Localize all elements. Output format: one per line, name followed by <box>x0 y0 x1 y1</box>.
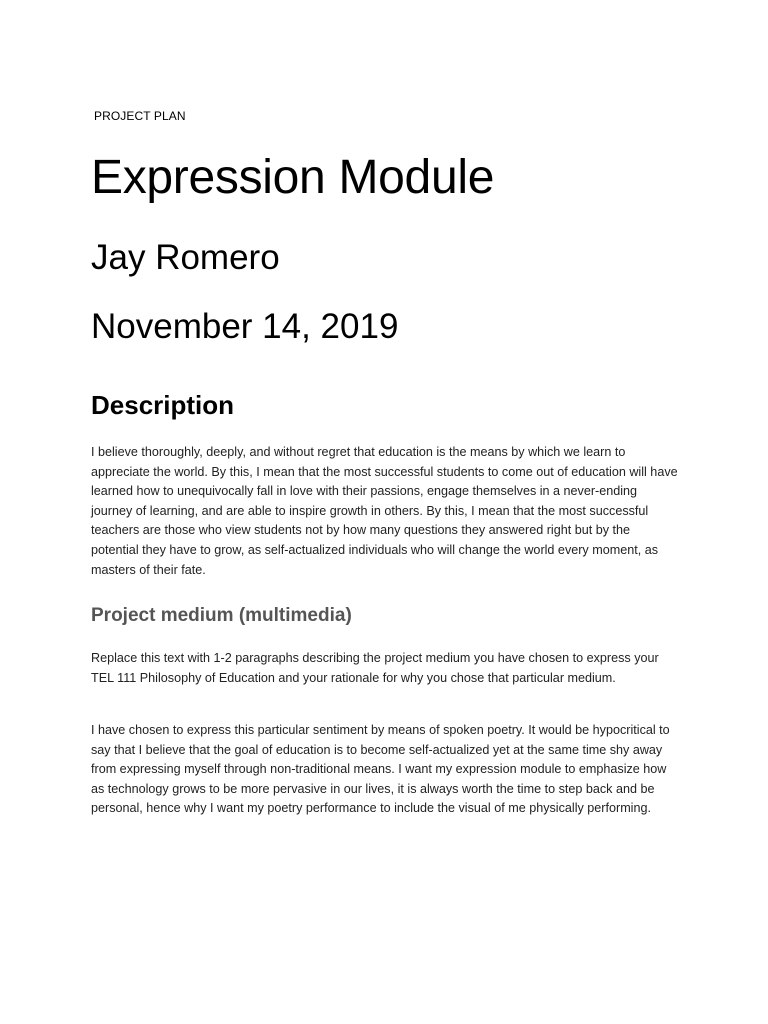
document-date: November 14, 2019 <box>91 307 399 346</box>
project-medium-heading: Project medium (multimedia) <box>91 605 352 626</box>
description-paragraph: I believe thoroughly, deeply, and without regret that education is the means by which we learn to appreciate the world. By this, I mean that the most successful students to come out of education will have learned how to unequivocally fall in love with their passions, engage themselves in a never-ending journey of learning, and are able to inspire growth in others. By this, I mean that the most successful teachers are those who view students not by how many questions they answered right but by the potential they have to grow, as self-actualized individuals who will change the world every moment, as masters of their fate. <box>91 445 678 577</box>
document-label: PROJECT PLAN <box>94 109 186 123</box>
document-author: Jay Romero <box>91 238 280 277</box>
project-medium-paragraph-1: Replace this text with 1-2 paragraphs describing the project medium you have chosen to express your TEL 111 Philosophy of Education and your rationale for why you chose that particular medium. <box>91 651 659 685</box>
project-medium-paragraph-2: I have chosen to express this particular sentiment by means of spoken poetry. It would be hypocritical to say that I believe that the goal of education is to become self-actualized yet at the same time shy away from expressing myself through non-traditional means. I want my expression module to emphasize how as technology grows to be more pervasive in our lives, it is always worth the time to step back and be personal, hence why I want my poetry performance to include the visual of me physically performing. <box>91 723 670 816</box>
document-title: Expression Module <box>91 151 495 204</box>
description-heading: Description <box>91 390 235 420</box>
